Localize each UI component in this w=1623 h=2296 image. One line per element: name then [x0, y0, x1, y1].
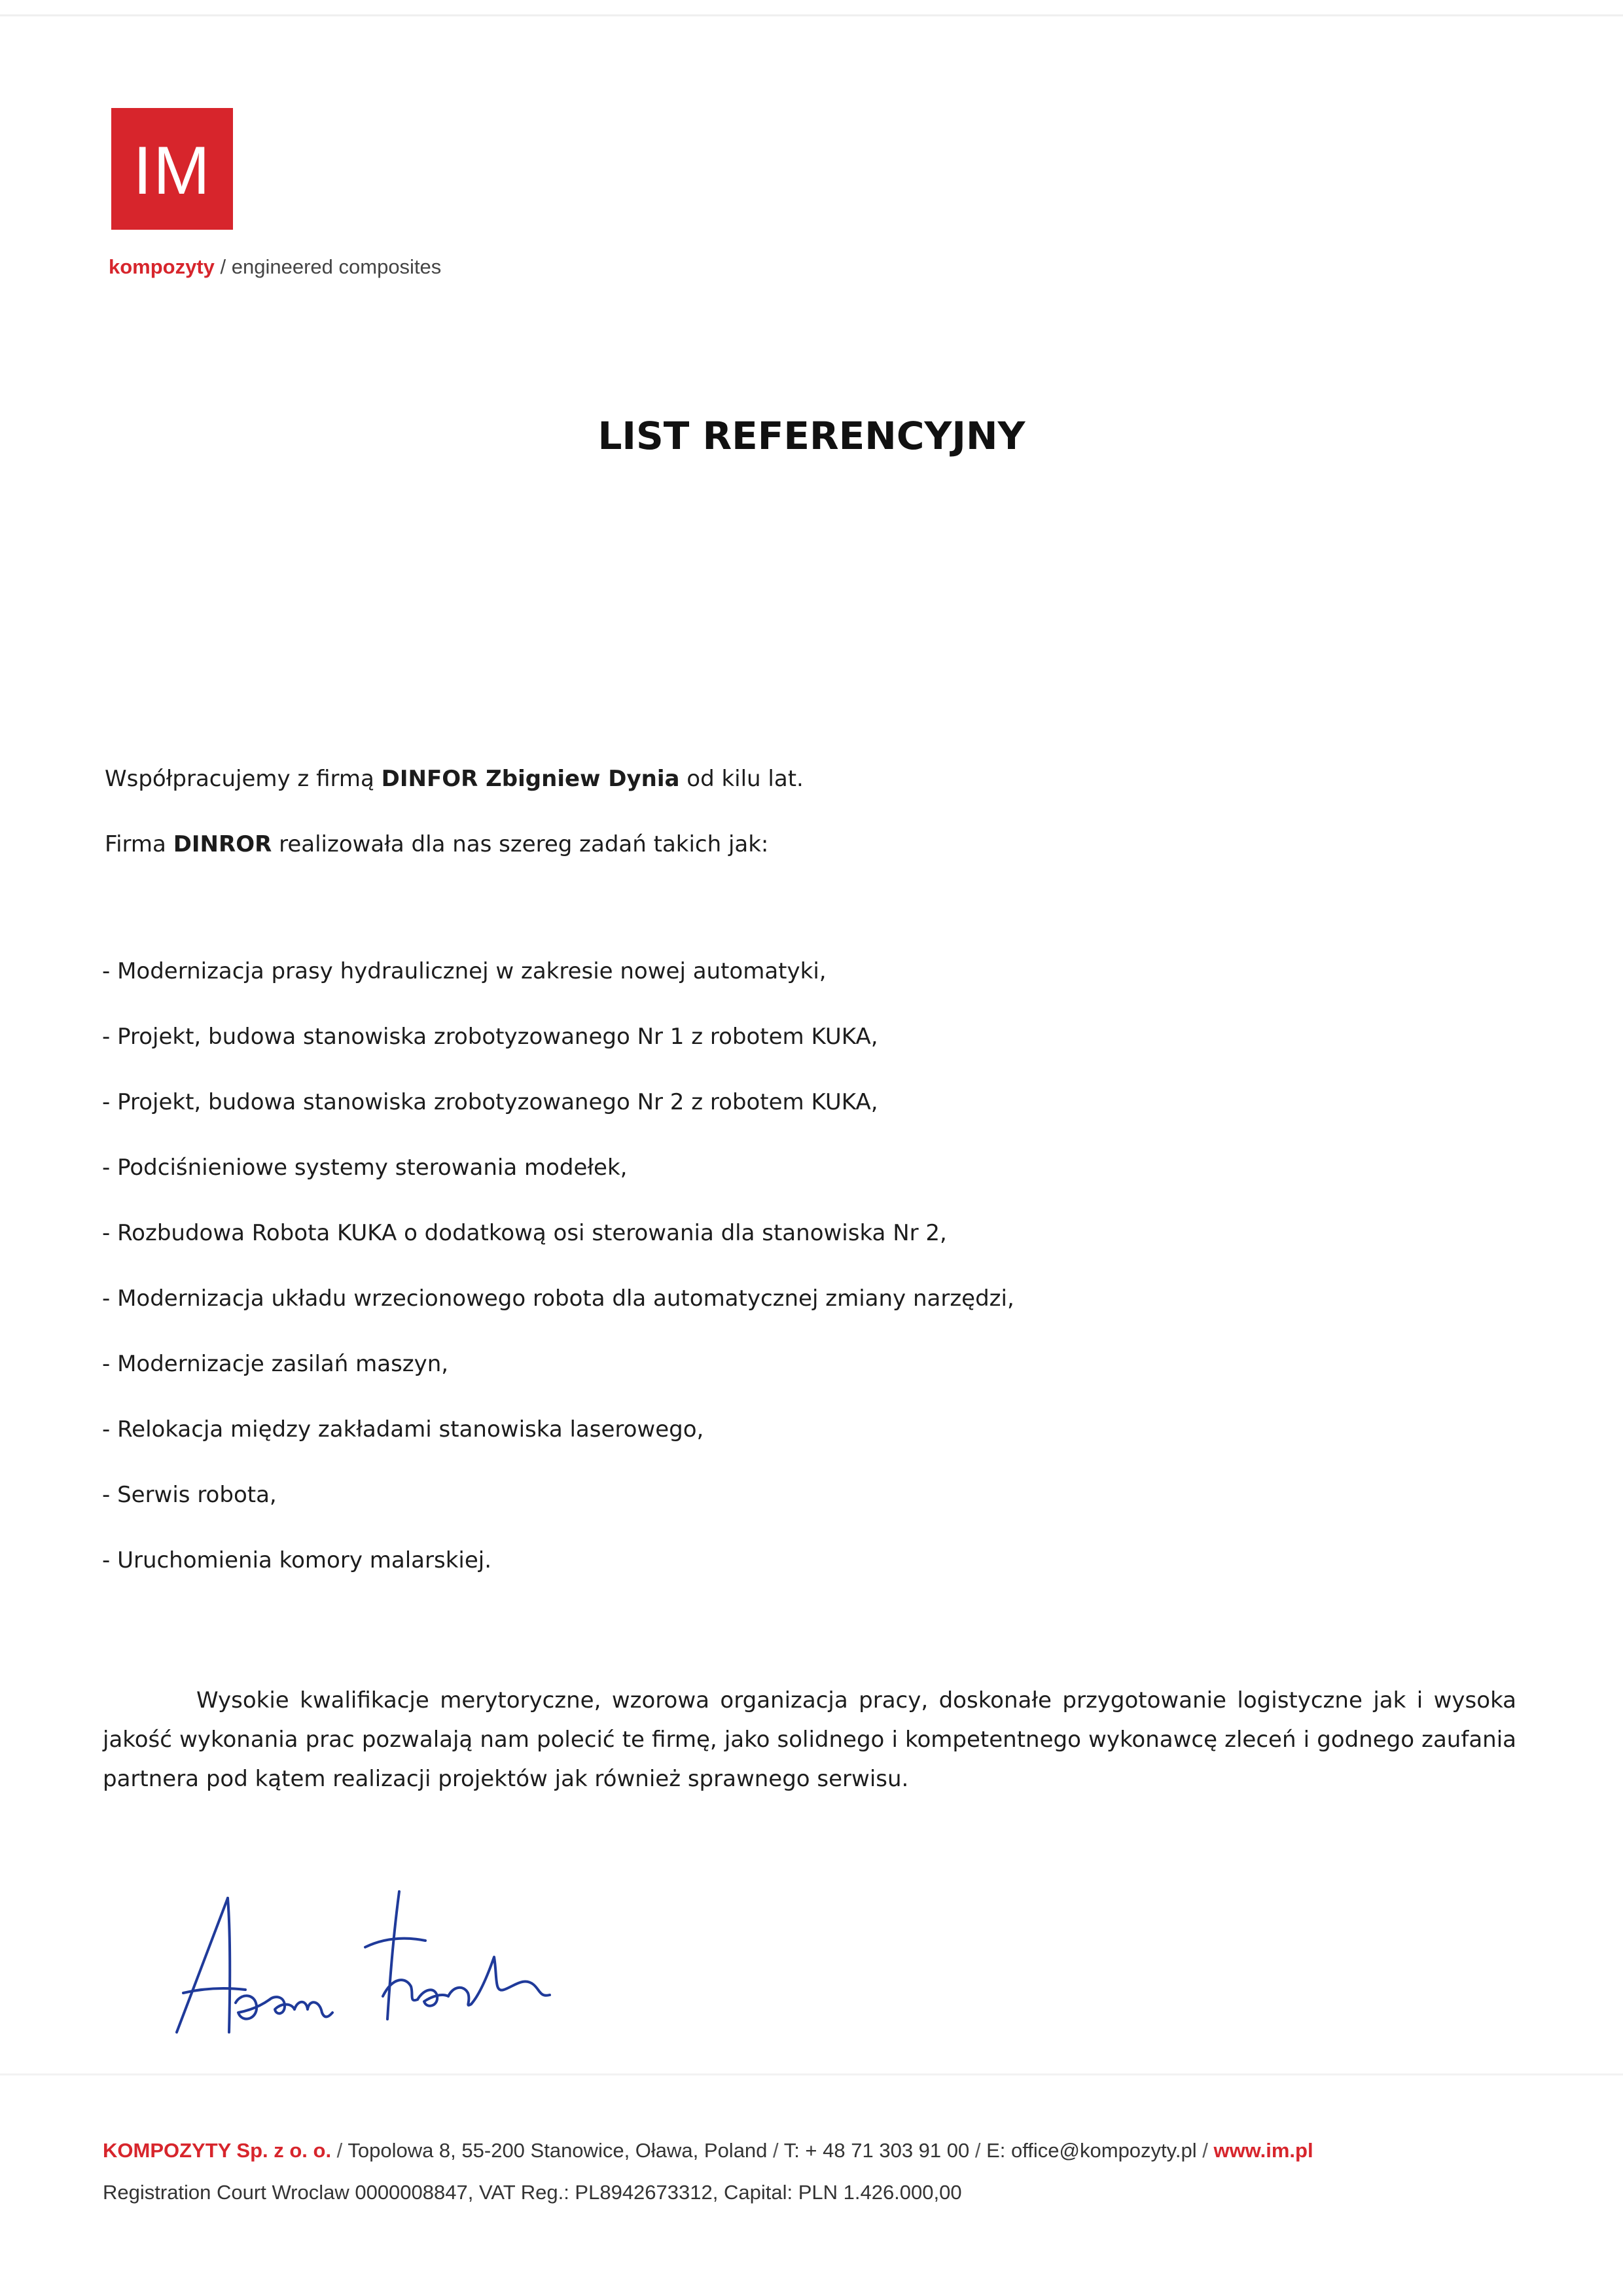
- intro-2-text-b: realizowała dla nas szereg zadań takich jak:: [272, 831, 769, 857]
- closing-line-1: Wysokie kwalifikacje merytoryczne, wzorowa organizacja pracy, doskonałe przygotowanie logistyczne jak i wysoka: [196, 1687, 1516, 1713]
- closing-line-3: partnera pod kątem realizacji projektów jak również sprawnego serwisu.: [103, 1766, 909, 1792]
- tagline-descriptor: / engineered composites: [214, 255, 442, 278]
- document-title: LIST REFERENCYJNY: [597, 414, 1026, 458]
- footer-email: E: office@kompozyty.pl: [986, 2139, 1197, 2162]
- contractor-name: DINFOR Zbigniew Dynia: [381, 766, 680, 792]
- footer-contact-line: KOMPOZYTY Sp. z o. o. / Topolowa 8, 55-200 Stanowice, Oława, Poland / T: + 48 71 303 91 00 / E: office@kompozyty.pl / www.im.pl: [103, 2139, 1313, 2162]
- list-item: - Modernizacje zasilań maszyn,: [102, 1351, 449, 1377]
- logo-text: IM: [133, 133, 211, 209]
- list-item: - Relokacja między zakładami stanowiska laserowego,: [102, 1416, 704, 1443]
- list-item: - Projekt, budowa stanowiska zrobotyzowanego Nr 2 z robotem KUKA,: [102, 1089, 878, 1115]
- footer-registration-line: Registration Court Wroclaw 0000008847, VAT Reg.: PL8942673312, Capital: PLN 1.426.000,00: [103, 2181, 962, 2204]
- top-scan-edge: [0, 14, 1623, 16]
- list-item: - Podciśnieniowe systemy sterowania modełek,: [102, 1155, 628, 1181]
- intro-paragraph-2: [105, 831, 768, 857]
- intro-paragraph-1: [105, 766, 804, 792]
- footer-address: Topolowa 8, 55-200 Stanowice, Oława, Poland: [348, 2139, 768, 2162]
- list-item: - Rozbudowa Robota KUKA o dodatkową osi sterowania dla stanowiska Nr 2,: [102, 1220, 947, 1246]
- closing-line-2: jakość wykonania prac pozwalają nam polecić te firmę, jako solidnego i kompetentnego wykonawcę zleceń i godnego zaufania: [103, 1727, 1516, 1753]
- list-item: - Modernizacja układu wrzecionowego robota dla automatycznej zmiany narzędzi,: [102, 1285, 1014, 1312]
- footer-divider: [0, 2073, 1623, 2075]
- footer-phone: T: + 48 71 303 91 00: [783, 2139, 970, 2162]
- tagline-brand: kompozyty: [109, 255, 215, 278]
- list-item: - Serwis robota,: [102, 1482, 277, 1508]
- closing-paragraph: [103, 1681, 1516, 1799]
- list-item: - Uruchomienia komory malarskiej.: [102, 1547, 491, 1573]
- contractor-short-name: DINROR: [173, 831, 272, 857]
- intro-2-text-a: Firma: [105, 831, 173, 857]
- list-item: - Modernizacja prasy hydraulicznej w zakresie nowej automatyki,: [102, 958, 827, 984]
- handwritten-signature: [157, 1878, 628, 2055]
- list-item: - Projekt, budowa stanowiska zrobotyzowanego Nr 1 z robotem KUKA,: [102, 1024, 878, 1050]
- company-tagline: [109, 255, 441, 279]
- footer-website: www.im.pl: [1213, 2139, 1313, 2162]
- company-logo: [111, 108, 233, 230]
- footer-company-name: KOMPOZYTY Sp. z o. o.: [103, 2139, 332, 2162]
- intro-1-text-a: Współpracujemy z firmą: [105, 766, 382, 792]
- intro-1-text-b: od kilu lat.: [679, 766, 804, 792]
